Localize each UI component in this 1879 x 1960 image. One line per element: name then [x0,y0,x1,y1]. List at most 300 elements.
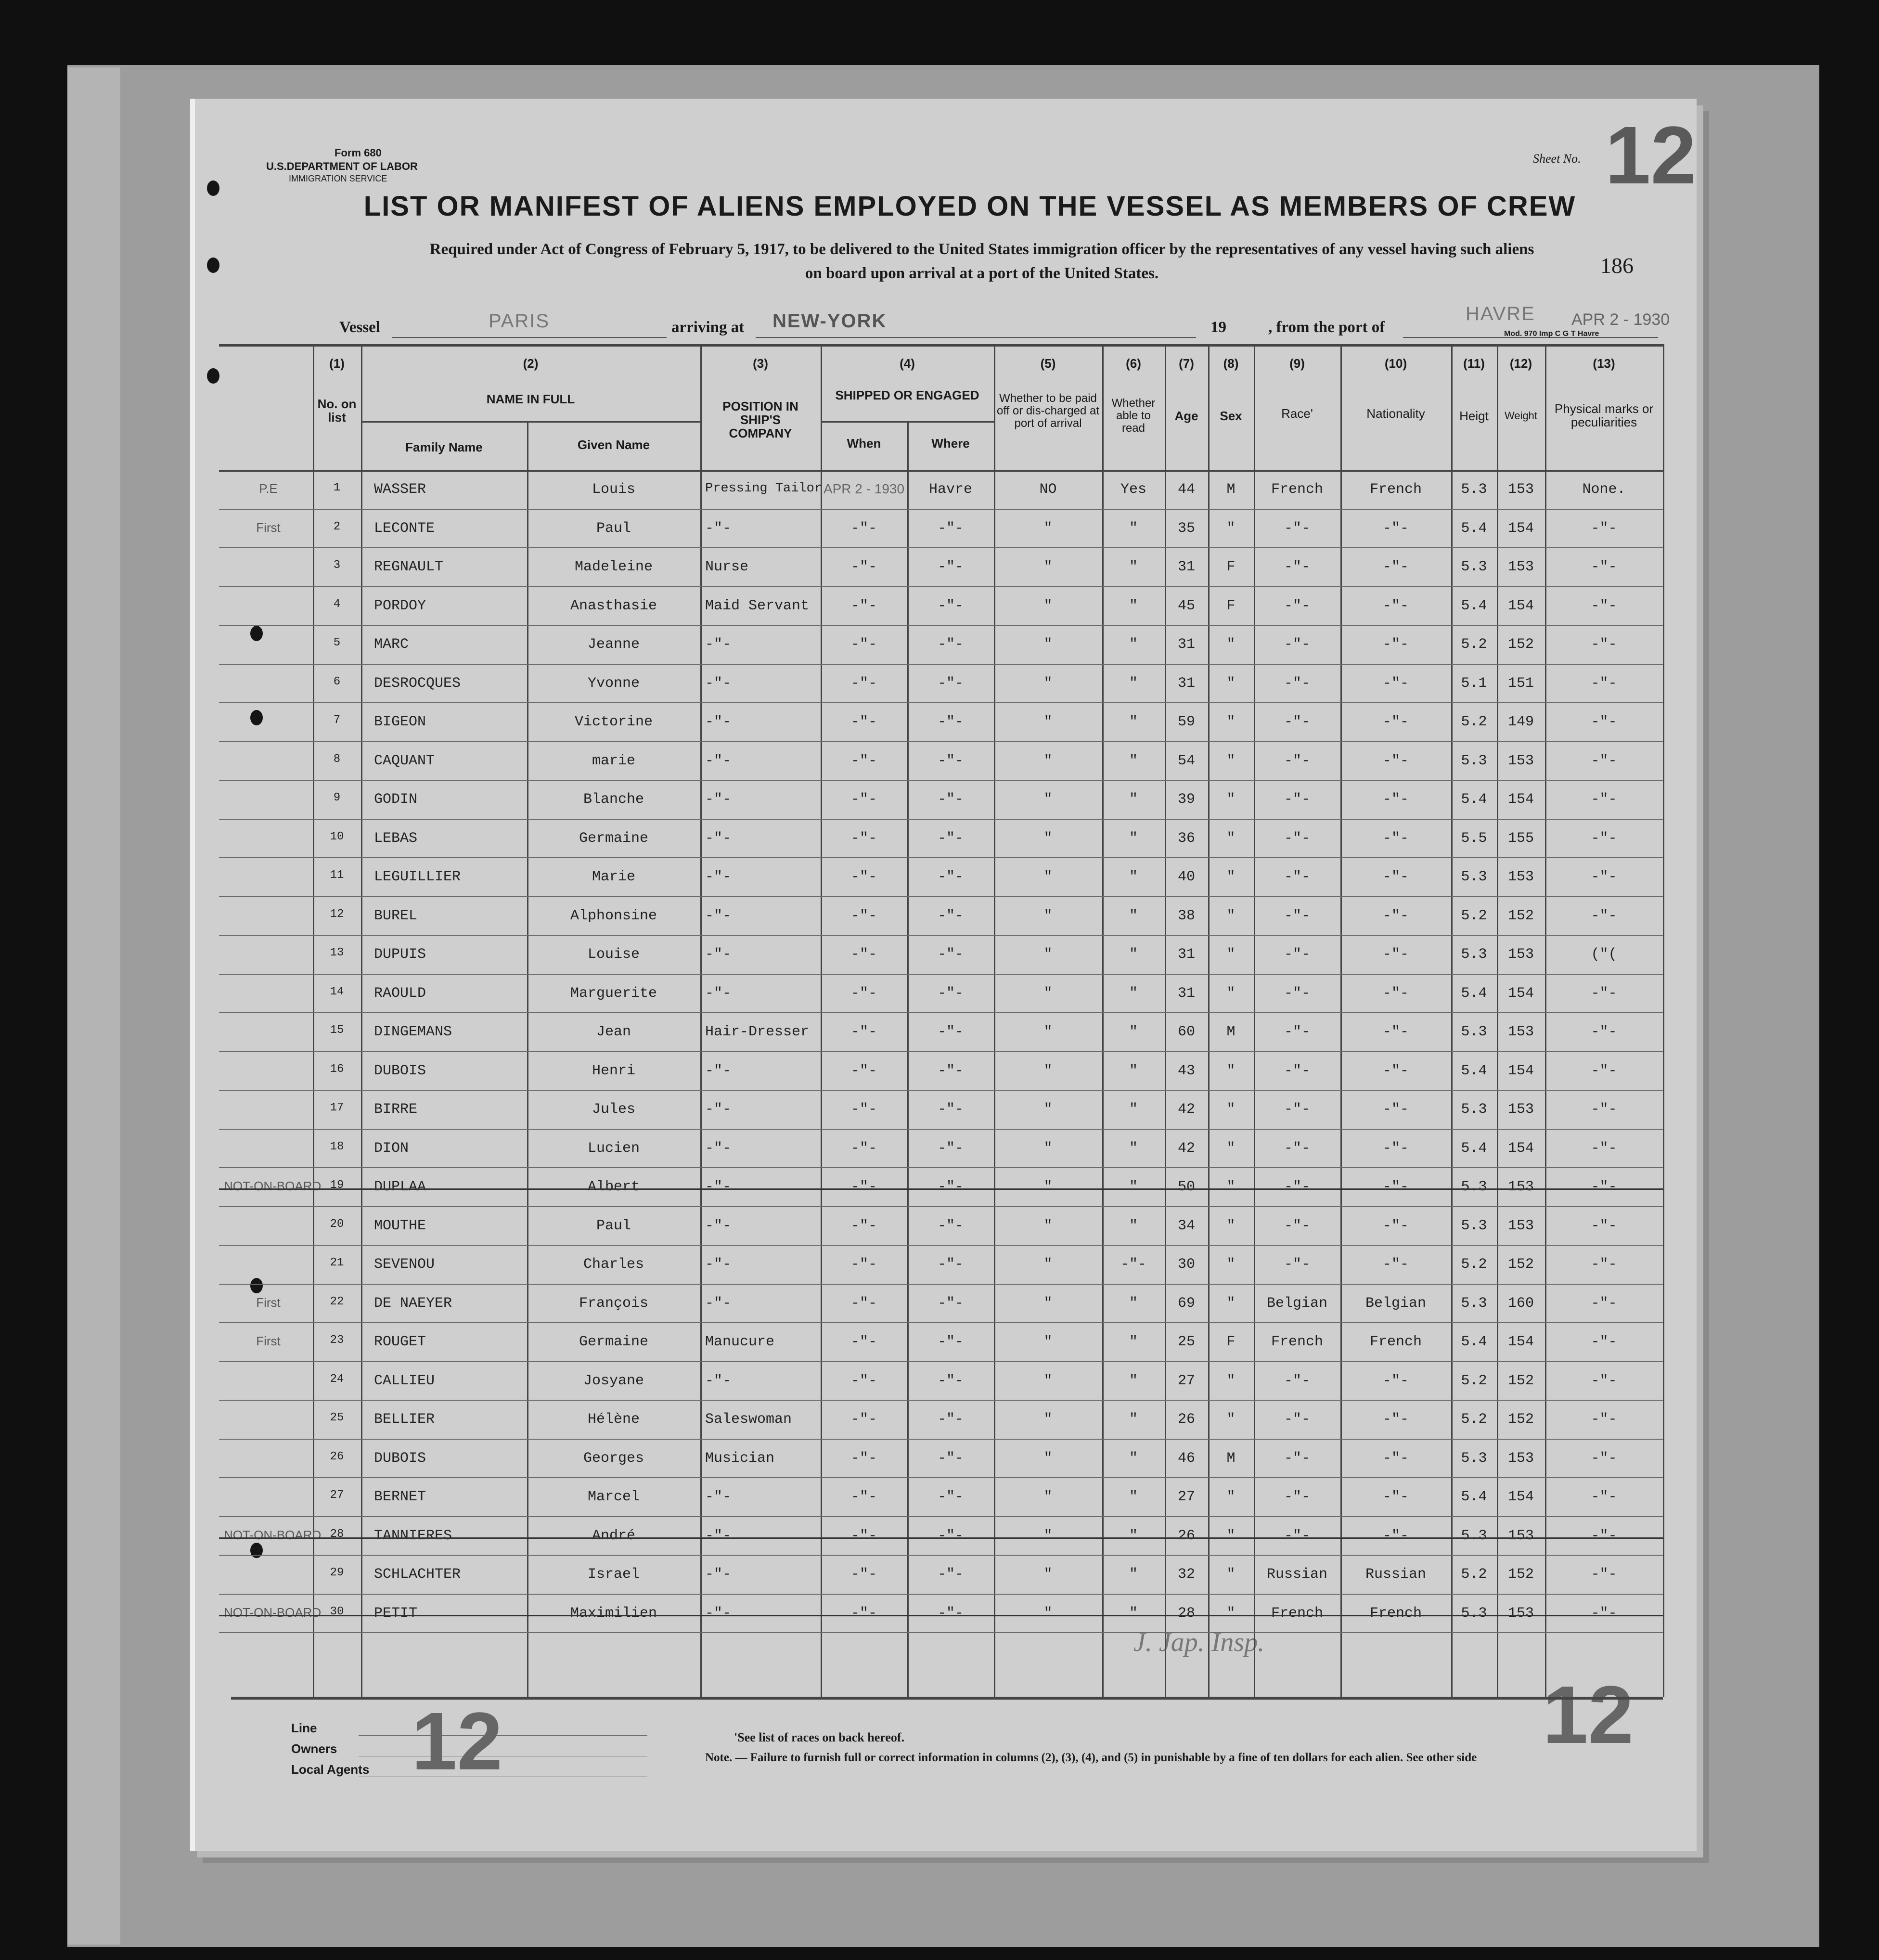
sex: M [1226,1024,1236,1040]
age: 69 [1177,1295,1195,1312]
height: 5.3 [1461,1179,1487,1195]
row-rule [219,1400,1663,1401]
position: Pressing Tailor [705,481,823,496]
row-rule [219,974,1663,975]
nationality: French [1369,1605,1422,1622]
given-name: Germaine [579,1334,649,1350]
row-rule [219,1051,1663,1052]
position: -"- [705,791,732,808]
shipped-where: -"- [937,1217,964,1234]
col8-number: (8) [1223,356,1239,371]
age: 30 [1177,1256,1195,1273]
row-number: 2 [333,520,341,533]
shipped-when: -"- [850,791,877,808]
col2-header: NAME IN FULL [486,392,575,406]
sex: " [1226,869,1236,885]
given-name: Louis [592,481,635,498]
shipped-when: -"- [850,869,877,885]
shipped-where: -"- [937,1450,964,1467]
shipped-where: -"- [937,752,964,769]
position: -"- [705,1566,732,1583]
race: -"- [1284,675,1310,692]
row-rule [219,509,1663,510]
able-to-read: " [1129,714,1138,730]
height: 5.2 [1461,1372,1487,1389]
weight: 153 [1507,1527,1534,1544]
row-remark: First [256,1334,281,1348]
able-to-read: " [1129,985,1138,1002]
row-number: 8 [333,752,341,766]
physical-marks: -"- [1591,907,1617,924]
table-top-rule [219,344,1663,347]
paid-off: " [1043,1372,1053,1389]
race: -"- [1284,1062,1310,1079]
age: 50 [1177,1179,1195,1195]
position: -"- [705,1256,732,1273]
col2a-header: Family Name [405,440,483,454]
position: -"- [705,1295,732,1312]
shipped-when: -"- [850,1179,877,1195]
family-name: ROUGET [374,1334,426,1350]
nationality: French [1369,1334,1422,1350]
age: 38 [1177,907,1195,924]
height: 5.3 [1461,869,1487,885]
race: -"- [1284,1372,1310,1389]
race: -"- [1284,1450,1310,1467]
family-name: BUREL [374,907,418,924]
vessel-line [392,337,667,338]
height: 5.4 [1461,1489,1487,1505]
physical-marks: None. [1582,481,1626,498]
physical-marks: -"- [1591,1140,1617,1157]
age: 39 [1177,791,1195,808]
col10-number: (10) [1384,356,1407,371]
physical-marks: -"- [1591,1256,1617,1273]
position: -"- [705,830,732,847]
col1-number: (1) [329,356,345,371]
row-number: 29 [330,1566,344,1579]
row-number: 28 [330,1527,344,1541]
physical-marks: -"- [1591,1489,1617,1505]
nationality: -"- [1382,985,1409,1002]
page-title: LIST OR MANIFEST OF ALIENS EMPLOYED ON THE VESSEL AS MEMBERS OF CREW [363,191,1576,222]
paid-off: " [1043,1295,1053,1312]
able-to-read: " [1129,869,1138,885]
paid-off: " [1043,1566,1053,1583]
race: -"- [1284,636,1310,653]
able-to-read: " [1129,1295,1138,1312]
row-remark: First [256,1295,281,1310]
height: 5.2 [1461,907,1487,924]
paid-off: " [1043,597,1053,614]
race: French [1271,481,1324,498]
physical-marks: -"- [1591,869,1617,885]
row-number: 4 [333,597,341,611]
height: 5.3 [1461,559,1487,575]
sex: " [1226,1217,1236,1234]
position: -"- [705,1140,732,1157]
vessel-name: PARIS [489,310,550,332]
shipped-when: -"- [850,559,877,575]
height: 5.3 [1461,1024,1487,1040]
able-to-read: " [1129,1411,1138,1428]
weight: 153 [1507,1101,1534,1118]
col4-header: SHIPPED OR ENGAGED [835,388,979,402]
paid-off: " [1043,830,1053,847]
able-to-read: " [1129,1527,1138,1544]
row-number: 23 [330,1334,344,1347]
weight: 153 [1507,1179,1534,1195]
able-to-read: " [1129,1024,1138,1040]
age: 46 [1177,1450,1195,1467]
able-to-read: Yes [1120,481,1146,498]
nationality: -"- [1382,1527,1409,1544]
shipped-where: -"- [937,791,964,808]
row-number: 9 [333,791,341,804]
nationality: -"- [1382,1450,1409,1467]
weight: 154 [1507,520,1534,537]
row-remark: NOT-ON-BOARD [224,1527,322,1542]
paid-off: " [1043,636,1053,653]
position: Musician [705,1450,775,1467]
weight: 153 [1507,1605,1534,1622]
position: Hair-Dresser [705,1024,810,1040]
paid-off: " [1043,869,1053,885]
race: -"- [1284,1101,1310,1118]
physical-marks: -"- [1591,636,1617,653]
shipped-where: -"- [937,714,964,730]
shipped-where: -"- [937,869,964,885]
given-name: Louise [587,946,640,963]
position: -"- [705,869,732,885]
footer-agents-label: Local Agents [291,1762,370,1777]
position: -"- [705,946,732,963]
family-name: BELLIER [374,1411,435,1428]
row-rule [219,1322,1663,1323]
physical-marks: -"- [1591,985,1617,1002]
nationality: -"- [1382,1179,1409,1195]
row-rule [219,1129,1663,1130]
given-name: Yvonne [587,675,640,692]
arriving-label: arriving at [671,319,745,336]
able-to-read: " [1129,1566,1138,1583]
sex: " [1226,1256,1236,1273]
weight: 155 [1507,830,1534,847]
row-remark: NOT-ON-BOARD [224,1605,322,1620]
height: 5.3 [1461,1295,1487,1312]
immigration-service: IMMIGRATION SERVICE [289,174,387,183]
row-number: 14 [330,985,344,998]
shipped-where: -"- [937,597,964,614]
able-to-read: " [1129,1101,1138,1118]
from-port-label: , from the port of [1268,319,1385,336]
shipped-where: -"- [937,1566,964,1583]
row-rule [219,741,1663,742]
position: -"- [705,1217,732,1234]
height: 5.1 [1461,675,1487,692]
given-name: François [579,1295,649,1312]
given-name: Charles [583,1256,644,1273]
nationality: -"- [1382,1101,1409,1118]
able-to-read: " [1129,1489,1138,1505]
able-to-read: " [1129,1140,1138,1157]
paid-off: " [1043,1489,1053,1505]
shipped-when: -"- [850,1566,877,1583]
height: 5.5 [1461,830,1487,847]
height: 5.4 [1461,1062,1487,1079]
height: 5.2 [1461,1256,1487,1273]
strike-through-line [219,1188,1663,1190]
physical-marks: -"- [1591,1217,1617,1234]
able-to-read: " [1129,830,1138,847]
department: U.S.DEPARTMENT OF LABOR [266,160,418,172]
physical-marks: -"- [1591,520,1617,537]
nationality: -"- [1382,520,1409,537]
col6-number: (6) [1126,356,1141,371]
row-rule [219,702,1663,703]
from-port: HAVRE [1466,303,1535,324]
weight: 154 [1507,597,1534,614]
family-name: DUBOIS [374,1062,426,1079]
family-name: BIGEON [374,714,426,730]
family-name: LEBAS [374,830,418,847]
given-name: Albert [587,1179,640,1195]
age: 44 [1177,481,1195,498]
col13-header: Physical marks or peculiarities [1554,401,1654,429]
weight: 154 [1507,1334,1534,1350]
footer-rule [359,1735,647,1736]
height: 5.2 [1461,1411,1487,1428]
sex: " [1226,1372,1236,1389]
able-to-read: " [1129,1062,1138,1079]
weight: 154 [1507,1489,1534,1505]
row-number: 26 [330,1450,344,1463]
paid-off: " [1043,907,1053,924]
height: 5.4 [1461,985,1487,1002]
weight: 152 [1507,1411,1534,1428]
shipped-where: -"- [937,1489,964,1505]
given-name: Blanche [583,791,644,808]
col9-header: Race' [1281,406,1313,421]
row-number: 1 [333,481,341,494]
able-to-read: " [1129,791,1138,808]
age: 27 [1177,1489,1195,1505]
col7-number: (7) [1179,356,1194,371]
physical-marks: -"- [1591,1411,1617,1428]
paid-off: " [1043,559,1053,575]
shipped-where: -"- [937,1372,964,1389]
race: French [1271,1334,1324,1350]
family-name: SEVENOU [374,1256,435,1273]
row-number: 16 [330,1062,344,1076]
weight: 153 [1507,869,1534,885]
shipped-when: -"- [850,1024,877,1040]
age: 31 [1177,675,1195,692]
position: -"- [705,714,732,730]
race: -"- [1284,1140,1310,1157]
shipped-when: -"- [850,1256,877,1273]
race: -"- [1284,1256,1310,1273]
sex: F [1226,1334,1236,1350]
family-name: REGNAULT [374,559,444,575]
shipped-when: -"- [850,675,877,692]
position: -"- [705,907,732,924]
family-name: CAQUANT [374,752,435,769]
height: 5.4 [1461,791,1487,808]
height: 5.3 [1461,752,1487,769]
row-rule [219,1245,1663,1246]
race: -"- [1284,559,1310,575]
col9-number: (9) [1289,356,1305,371]
physical-marks: -"- [1591,1062,1617,1079]
row-number: 10 [330,830,344,843]
family-name: MARC [374,636,409,653]
age: 35 [1177,520,1195,537]
race: -"- [1284,1527,1310,1544]
row-rule [219,1167,1663,1168]
strike-through-line [219,1537,1663,1539]
shipped-where: -"- [937,1179,964,1195]
paid-off: " [1043,714,1053,730]
weight: 153 [1507,752,1534,769]
physical-marks: -"- [1591,1179,1617,1195]
nationality: -"- [1382,1140,1409,1157]
row-rule [219,857,1663,858]
weight: 153 [1507,559,1534,575]
footer-owners-label: Owners [291,1741,337,1756]
col6-header: Whether able to read [1111,397,1156,435]
sex: " [1226,675,1236,692]
given-name: Henri [592,1062,635,1079]
family-name: BERNET [374,1489,426,1505]
row-number: 21 [330,1256,344,1269]
row-rule [219,664,1663,665]
weight: 152 [1507,636,1534,653]
shipped-when: -"- [850,946,877,963]
races-note: 'See list of races on back hereof. [734,1730,905,1744]
race: -"- [1284,791,1310,808]
able-to-read: " [1129,946,1138,963]
row-rule [219,1012,1663,1013]
nationality: -"- [1382,1372,1409,1389]
age: 36 [1177,830,1195,847]
shipped-where: -"- [937,1411,964,1428]
shipped-when: -"- [850,714,877,730]
race: -"- [1284,985,1310,1002]
nationality: -"- [1382,907,1409,924]
sex: F [1226,597,1236,614]
physical-marks: -"- [1591,752,1617,769]
able-to-read: " [1129,636,1138,653]
position: -"- [705,520,732,537]
row-rule [219,935,1663,936]
paid-off: " [1043,946,1053,963]
nationality: Russian [1365,1566,1427,1583]
able-to-read: " [1129,597,1138,614]
given-name: Marie [592,869,635,885]
sex: " [1226,520,1236,537]
shipped-when: -"- [850,752,877,769]
col-divider [1663,344,1664,1697]
paid-off: " [1043,675,1053,692]
row-rule [219,625,1663,626]
sex: " [1226,714,1236,730]
row-rule [219,1439,1663,1440]
family-name: SCHLACHTER [374,1566,461,1583]
race: -"- [1284,1489,1310,1505]
shipped-where: -"- [937,1101,964,1118]
table-bottom-rule [231,1697,1663,1700]
given-name: Hélène [587,1411,640,1428]
given-name: Jean [596,1024,631,1040]
col4b-header: Where [931,436,970,451]
age: 26 [1177,1411,1195,1428]
weight: 149 [1507,714,1534,730]
physical-marks: -"- [1591,559,1617,575]
position: -"- [705,1372,732,1389]
sex: " [1226,1566,1236,1583]
row-rule [219,586,1663,587]
row-rule [219,547,1663,548]
race: -"- [1284,869,1310,885]
row-number: 25 [330,1411,344,1424]
position: Maid Servant [705,597,810,614]
position: -"- [705,636,732,653]
given-name: Paul [596,520,631,537]
able-to-read: " [1129,1334,1138,1350]
sex: " [1226,1140,1236,1157]
age: 26 [1177,1527,1195,1544]
age: 31 [1177,559,1195,575]
position: Manucure [705,1334,775,1350]
given-name: Anasthasie [570,597,657,614]
col12-header: Weight [1504,410,1538,422]
family-name: PORDOY [374,597,426,614]
printer-note: Mod. 970 Imp C G T Havre [1504,330,1599,338]
able-to-read: " [1129,1179,1138,1195]
age: 32 [1177,1566,1195,1583]
shipped-where: -"- [937,1605,964,1622]
position: -"- [705,675,732,692]
sex: M [1226,481,1236,498]
sheet-label: Sheet No. [1533,152,1581,166]
paid-off: " [1043,1101,1053,1118]
age: 31 [1177,946,1195,963]
nationality: -"- [1382,791,1409,808]
row-number: 17 [330,1101,344,1114]
sex: " [1226,1489,1236,1505]
family-name: DUBOIS [374,1450,426,1467]
height: 5.4 [1461,1334,1487,1350]
weight: 160 [1507,1295,1534,1312]
height: 5.3 [1461,1527,1487,1544]
paid-off: " [1043,1062,1053,1079]
col11-number: (11) [1463,356,1485,371]
binder-edge-left [67,67,120,1945]
race: -"- [1284,1411,1310,1428]
row-rule [219,1361,1663,1362]
sex: F [1226,559,1236,575]
age: 31 [1177,985,1195,1002]
height: 5.3 [1461,1101,1487,1118]
stamp-number: 186 [1600,253,1634,278]
vessel-label: Vessel [339,319,380,336]
weight: 152 [1507,907,1534,924]
sex: " [1226,985,1236,1002]
position: Nurse [705,559,749,575]
shipped-where: Havre [928,481,972,498]
row-number: 12 [330,907,344,921]
